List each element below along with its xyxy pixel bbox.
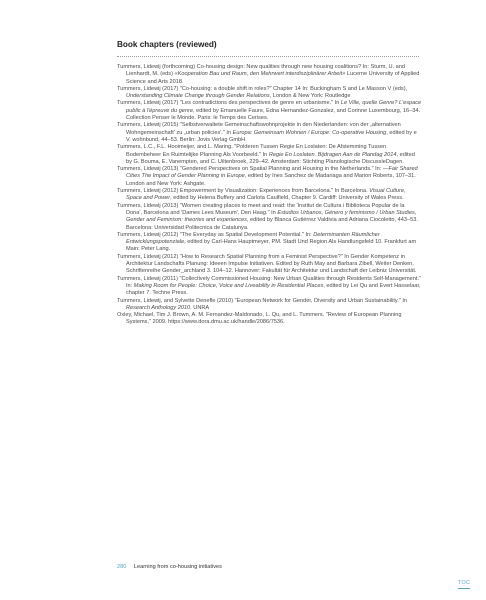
reference-title: Making Room for People: Choice, Voice and Liveability in Residential Places bbox=[133, 282, 324, 289]
reference-text: , edited by Emanuelle Faure, Edna Hernandez-Gonzalez, and Corinne Luxembourg, 16–34. Collection Penser le Monde. Paris: le Temps des Cerises. bbox=[126, 107, 421, 122]
toc-underline bbox=[458, 588, 470, 589]
reference-text: Tummers, Lidewij (2011) "Collectively Commissioned Housing: New Urban Qualities through Residents Self-Management." In: bbox=[117, 275, 421, 289]
reference-title: Le Ville, quelle Genre? L'espace public à l'épreuve du genre bbox=[126, 100, 422, 114]
reference-text: , London & New York: Routledge bbox=[269, 93, 351, 100]
reference-title: Regie En Loslaten. Bijdragen Aan de Plandag 2014 bbox=[268, 151, 397, 158]
reference-text: , edited by Carl-Hans Hauptmeyer, PM. Stadt Und Region Als Handlungsfeld 10. Frankfurt am Main: Peter Lang. bbox=[126, 239, 417, 253]
toc-link[interactable]: TOC bbox=[458, 580, 471, 586]
reference-entry bbox=[117, 298, 422, 313]
reference-text: , edited by G. Bouma, E. Vanempten, and C. Uiltenbroek, 229–42. Amsterdam: Stichting Planologische DiscussieDagen. bbox=[126, 151, 415, 165]
page-footer bbox=[117, 564, 222, 570]
reference-entry bbox=[117, 188, 422, 203]
reference-entry bbox=[117, 312, 422, 327]
reference-entry bbox=[117, 122, 422, 144]
reference-text: Tummers, Lidewij (2015) "Selbstverwaltete Gemeinschaftswohnprojekte in den Niederlanden: von der „alternativen Wohngemeinschaft' zu „urban policies'." In bbox=[117, 122, 401, 136]
reference-title: Europa: Gemeinsam Wohnen / Europe: Co-operative Housing bbox=[232, 129, 387, 136]
reference-entry bbox=[117, 64, 422, 86]
reference-entry bbox=[117, 86, 422, 101]
reference-entry bbox=[117, 203, 422, 232]
reference-title: «Kooperation Bau und Raum, den Mehrwert interdisziplinärer Arbeit» bbox=[174, 71, 346, 78]
running-title: Learning from co-housing initiatives bbox=[133, 564, 222, 570]
reference-title: Research Anthology 2010 bbox=[126, 304, 191, 311]
reference-entry bbox=[117, 232, 422, 254]
reference-text: Tummers, Lidewij (2012) Empowerment by Visualization: Experiences from Barcelona." In Barcelona. bbox=[117, 188, 370, 195]
reference-entry bbox=[117, 276, 422, 298]
reference-list bbox=[117, 64, 422, 327]
reference-title: Estudios Urbanos, Género y feminismo / Urban Studies, Gender and Feminism: theories and experiences bbox=[126, 209, 417, 224]
section-heading: Book chapters (reviewed) bbox=[117, 40, 217, 49]
reference-text: , edited by Helena Buffery and Carlota Caulfield, Chapter 9. Cardiff: University of Wales Press. bbox=[170, 195, 404, 202]
reference-title: Visual Culture, Space and Power bbox=[126, 188, 406, 202]
reference-entry bbox=[117, 100, 422, 122]
reference-text: Oxley, Michael, Tim J. Brown, A. M. Fernandez-Maldonado, L. Qu, and L. Tummers. "Review of European Planning Systems," 2009. https://www.dora.dmu.ac.uk/handle/2086/7536. bbox=[117, 312, 402, 326]
reference-text: , edited by e V. wohnbund, 44–53. Berlin: Jovis Verlag GmbH bbox=[126, 129, 417, 143]
reference-entry bbox=[117, 254, 422, 276]
reference-text: . UNRA bbox=[190, 304, 210, 311]
reference-text: Tummers, Lidewij (2012) "How to Research Spatial Planning from a Feminist Perspective?" In Gender Kompetenz in Architektur Landschafts Planung: Ideeen Impulse Initiativen. Edited by Ruth May and Barbara Zibell, Weiter Denken, Schriftenreihe Gender_archland 3. 104–12. Hannover: Fakultät für Architektur und Landschaft der Leibniz Universität. bbox=[117, 253, 417, 275]
reference-title: Determinanten Räumlicher Entwicklungspotenziale bbox=[126, 231, 380, 246]
reference-text: Tummers, Lidewij (2017) "Co-housing: a double shift in roles?" Chapter 14 In: Buckingham S and Le Masson V (eds), bbox=[117, 85, 408, 92]
reference-title: Fair Shared Cities The Impact of Gender Planning in Europe bbox=[126, 166, 418, 180]
reference-text: Tummers, L.C., F.L. Hooimeijer, and L. Maring. "Polderen Tussen Regie En Loslaten: De Afstemming Tussen Bodembeheer En Ruimtelijke Planning Als Voorbeeld." In bbox=[117, 144, 387, 158]
reference-text: Lucerne University of Applied Science and Arts 2018. bbox=[126, 71, 420, 85]
reference-entry bbox=[117, 166, 422, 188]
reference-text: , edited by Ines Sanchez de Madariaga and Marion Roberts, 107–31. London and New York: Ashgate. bbox=[126, 173, 416, 187]
reference-text: Tummers, Lidewij (forthcoming) Co-housing design: New qualities through new housing coalitions? In: Sturm, U. and Lienhardt, M. (eds) bbox=[117, 64, 406, 78]
reference-text: , edited by Blanca Gutiérrez Valdivia and Adriana Ciocoletto, 443–53. Barcelona: Universidad Politecnica de Catalunya. bbox=[126, 217, 418, 231]
page-number: 280 bbox=[117, 564, 127, 570]
reference-title: Understanding Climate Change through Gender Relations bbox=[126, 93, 270, 100]
reference-entry bbox=[117, 144, 422, 166]
reference-text: Tummers, Lidewij, and Sylvette Denefle (2010) "European Network for Gender, Diversity and Urban Sustainability." In bbox=[117, 297, 408, 304]
reference-text: , edited by Lei Qu and Evert Hasselaar, chapter 7. Techne Press. bbox=[126, 282, 421, 297]
dotted-divider bbox=[117, 56, 419, 57]
reference-text: Tummers, Lidewij (2013) "Women creating places to meet and read: the 'Institut de Cultura i Biblioteca Popular de la Dona', Barcelona and 'Dames Lees Museum', Den Haag." In bbox=[117, 202, 405, 216]
reference-text: Tummers, Lidewij (2013) "Gendered Perspectives on Spatial Planning and Housing in the Netherlands." In: — bbox=[117, 166, 389, 173]
reference-text: Tummers, Lidewij (2017) "Les contradictions des perspectives de genre en urbanisme." In bbox=[117, 100, 341, 107]
reference-text: Tummers, Lidewij (2012) "The Everyday as Spatial Development Potential." In: bbox=[117, 231, 314, 238]
